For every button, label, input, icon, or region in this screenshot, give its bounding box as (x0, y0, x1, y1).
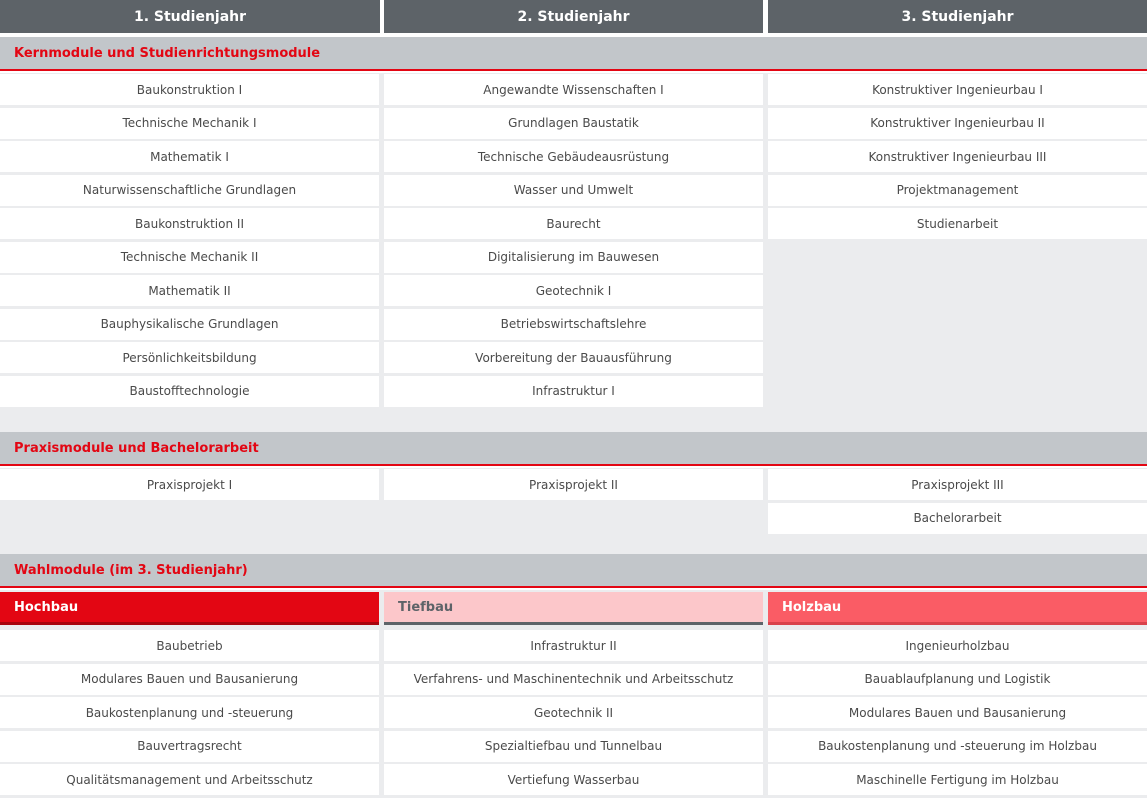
module-cell: Bachelorarbeit (768, 503, 1147, 534)
module-cell: Geotechnik I (384, 275, 763, 306)
module-cell: Grundlagen Baustatik (384, 108, 763, 139)
module-cell: Baurecht (384, 208, 763, 239)
module-cell: Technische Gebäudeausrüstung (384, 141, 763, 172)
section-header-core: Kernmodule und Studienrichtungsmodule (0, 37, 1147, 71)
module-cell: Digitalisierung im Bauwesen (384, 242, 763, 273)
module-cell: Vorbereitung der Bauausführung (384, 342, 763, 373)
module-cell: Konstruktiver Ingenieurbau II (768, 108, 1147, 139)
module-cell: Naturwissenschaftliche Grundlagen (0, 175, 379, 206)
module-cell: Mathematik I (0, 141, 379, 172)
module-cell: Baukonstruktion I (0, 74, 379, 105)
module-cell: Vertiefung Wasserbau (384, 764, 763, 795)
module-cell: Wasser und Umwelt (384, 175, 763, 206)
module-cell: Spezialtiefbau und Tunnelbau (384, 731, 763, 762)
module-cell: Praxisprojekt III (768, 469, 1147, 500)
specialization-header-hochbau: Hochbau (0, 592, 379, 625)
module-cell: Baubetrieb (0, 630, 379, 661)
specialization-header-tiefbau: Tiefbau (384, 592, 763, 625)
module-cell: Bauvertragsrecht (0, 731, 379, 762)
module-cell: Modulares Bauen und Bausanierung (0, 664, 379, 695)
year-header-2: 2. Studienjahr (384, 0, 763, 33)
module-cell: Baukostenplanung und -steuerung (0, 697, 379, 728)
module-cell: Technische Mechanik I (0, 108, 379, 139)
module-cell: Verfahrens- und Maschinentechnik und Arbeitsschutz (384, 664, 763, 695)
section-header-electives: Wahlmodule (im 3. Studienjahr) (0, 554, 1147, 588)
module-cell: Bauablaufplanung und Logistik (768, 664, 1147, 695)
module-cell: Bauphysikalische Grundlagen (0, 309, 379, 340)
module-cell: Qualitätsmanagement und Arbeitsschutz (0, 764, 379, 795)
module-cell: Praxisprojekt I (0, 469, 379, 500)
module-cell: Baustofftechnologie (0, 376, 379, 407)
module-cell: Konstruktiver Ingenieurbau I (768, 74, 1147, 105)
module-cell: Ingenieurholzbau (768, 630, 1147, 661)
module-cell: Technische Mechanik II (0, 242, 379, 273)
module-cell: Geotechnik II (384, 697, 763, 728)
module-cell: Modulares Bauen und Bausanierung (768, 697, 1147, 728)
module-cell: Mathematik II (0, 275, 379, 306)
module-cell: Maschinelle Fertigung im Holzbau (768, 764, 1147, 795)
module-cell: Angewandte Wissenschaften I (384, 74, 763, 105)
module-cell: Praxisprojekt II (384, 469, 763, 500)
module-cell: Infrastruktur I (384, 376, 763, 407)
year-header-3: 3. Studienjahr (768, 0, 1147, 33)
module-cell: Baukostenplanung und -steuerung im Holzbau (768, 731, 1147, 762)
module-cell: Projektmanagement (768, 175, 1147, 206)
specialization-header-holzbau: Holzbau (768, 592, 1147, 625)
module-cell: Betriebswirtschaftslehre (384, 309, 763, 340)
module-cell: Infrastruktur II (384, 630, 763, 661)
module-cell: Persönlichkeitsbildung (0, 342, 379, 373)
section-header-practice: Praxismodule und Bachelorarbeit (0, 432, 1147, 466)
module-cell: Konstruktiver Ingenieurbau III (768, 141, 1147, 172)
module-cell: Baukonstruktion II (0, 208, 379, 239)
year-header-1: 1. Studienjahr (0, 0, 380, 33)
module-cell: Studienarbeit (768, 208, 1147, 239)
